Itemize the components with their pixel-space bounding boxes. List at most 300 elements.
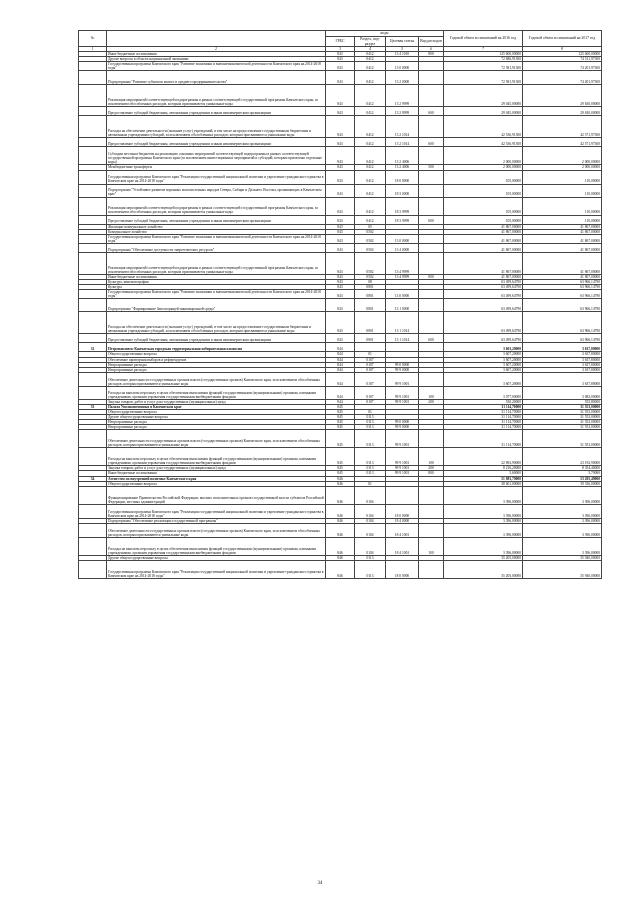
page-number: 34 bbox=[317, 881, 323, 886]
row-target: 99 9 1001 bbox=[386, 471, 419, 476]
row-target: 13 2 9999 bbox=[386, 107, 419, 116]
row-grbs: 843 bbox=[326, 224, 355, 229]
row-grbs: 846 bbox=[326, 476, 355, 481]
row-razdel: 01 bbox=[355, 409, 386, 414]
row-name: Палата Уполномоченных в Камчатском крае bbox=[107, 404, 326, 409]
row-target: 99 9 1001 bbox=[386, 430, 419, 448]
row-target: 99 0 0000 bbox=[386, 420, 419, 425]
row-name: Непрограммные расходы bbox=[107, 420, 326, 425]
row-name: Общегосударственные вопросы bbox=[107, 352, 326, 357]
row-target: 13 1 0000 bbox=[386, 299, 419, 312]
row-2016: 41 867,00000 bbox=[444, 243, 523, 252]
row-razdel: 01 bbox=[355, 481, 386, 486]
row-grbs: 846 bbox=[326, 518, 355, 523]
row-number bbox=[79, 107, 107, 116]
row-number bbox=[79, 243, 107, 252]
row-name: Подпрограмма "Развитие субъектов малого и среднего предпринимательства" bbox=[107, 71, 326, 85]
row-razdel: 0104 bbox=[355, 486, 386, 504]
row-2016: 3 607,20000 bbox=[444, 357, 523, 362]
row-name: Культура bbox=[107, 285, 326, 290]
row-2016: 63 499,64790 bbox=[444, 285, 523, 290]
row-2016: 41 867,00000 bbox=[444, 229, 523, 234]
row-2016: 63 499,64790 bbox=[444, 290, 523, 299]
row-2017: 31 553,00000 bbox=[523, 425, 602, 430]
row-target: 13 2 4006 bbox=[386, 147, 419, 165]
row-2016: 31 114,70000 bbox=[444, 415, 523, 420]
row-name: Реализация мероприятий соответствующей подпрограммы в рамках соответствующей государственной программы Камчатского края, за исключением обособленных расходов, которым присваиваются уникальные коды bbox=[107, 197, 326, 215]
row-target: 13 4 0000 bbox=[386, 243, 419, 252]
row-name: Обеспечение проведения выборов и референдумов bbox=[107, 357, 326, 362]
row-2016: 41 867,00000 bbox=[444, 234, 523, 243]
table-row bbox=[79, 312, 602, 334]
row-name: Закупка товаров, работ и услуг для государственных (муниципальных) нужд bbox=[107, 466, 326, 471]
row-name: Общегосударственные вопросы bbox=[107, 481, 326, 486]
row-name: Непрограммные расходы bbox=[107, 362, 326, 367]
row-2017: 3 637,80000 bbox=[523, 343, 602, 352]
table-row bbox=[79, 62, 602, 71]
row-vr: 600 bbox=[419, 334, 444, 343]
row-number bbox=[79, 234, 107, 243]
row-2017: 41 867,00000 bbox=[523, 224, 602, 229]
row-grbs: 846 bbox=[326, 523, 355, 537]
row-2016: 2 000,00000 bbox=[444, 147, 523, 165]
row-name: Обеспечение деятельности государственных органов власти (государственных органов) Камчатского края, за исключением обособленных расходов, которым присваиваются уникальные коды bbox=[107, 372, 326, 386]
row-number bbox=[79, 147, 107, 165]
row-razdel: 0412 bbox=[355, 184, 386, 197]
row-target: 13 0 0000 bbox=[386, 234, 419, 243]
row-vr bbox=[419, 430, 444, 448]
row-razdel: 0113 bbox=[355, 466, 386, 471]
row-number bbox=[79, 170, 107, 184]
row-vr bbox=[419, 299, 444, 312]
row-razdel: 0412 bbox=[355, 52, 386, 57]
row-vr bbox=[419, 197, 444, 215]
row-razdel: 0107 bbox=[355, 367, 386, 372]
row-razdel: 0113 bbox=[355, 555, 386, 560]
row-grbs: 843 bbox=[326, 116, 355, 138]
row-2017: 41 867,00000 bbox=[523, 234, 602, 243]
colnum: 4 bbox=[355, 47, 386, 52]
row-2017: 41 867,00000 bbox=[523, 274, 602, 279]
row-vr bbox=[419, 504, 444, 518]
row-2017: 23 192,90000 bbox=[523, 448, 602, 466]
row-2017: 3 637,80000 bbox=[523, 367, 602, 372]
table-row bbox=[79, 523, 602, 537]
table-body bbox=[79, 52, 602, 579]
row-grbs: 844 bbox=[326, 372, 355, 386]
row-2016: 72 686,91300 bbox=[444, 57, 523, 62]
row-2017: 41 867,00000 bbox=[523, 252, 602, 274]
row-razdel: 0107 bbox=[355, 386, 386, 399]
row-vr: 600 bbox=[419, 138, 444, 147]
row-number bbox=[79, 184, 107, 197]
row-2016: 3 396,00000 bbox=[444, 486, 523, 504]
row-grbs: 843 bbox=[326, 312, 355, 334]
row-2017: 3 396,00000 bbox=[523, 504, 602, 518]
row-grbs: 843 bbox=[326, 57, 355, 62]
row-target bbox=[386, 343, 419, 352]
row-razdel: 0412 bbox=[355, 116, 386, 138]
table-row bbox=[79, 537, 602, 555]
row-2016: 105,00000 bbox=[444, 215, 523, 224]
row-number bbox=[79, 312, 107, 334]
row-name: Петропавловск-Камчатская городская территориальная избирательная комиссия bbox=[107, 343, 326, 352]
row-name: Субсидии местным бюджетам на реализацию основных мероприятий соответствующей подпрограммы в рамках соответствующей государственной программы Камчатского края (за исключением инвестиционных мероприятий и субсидий, которым присвоены отдельные коды) bbox=[107, 147, 326, 165]
row-grbs: 845 bbox=[326, 448, 355, 466]
row-2017: 110,00000 bbox=[523, 170, 602, 184]
row-number bbox=[79, 215, 107, 224]
row-grbs: 844 bbox=[326, 343, 355, 352]
row-name: Иные бюджетные ассигнования bbox=[107, 274, 326, 279]
row-2017: 31 553,00000 bbox=[523, 415, 602, 420]
row-name: Расходы на обеспечение деятельности (оказание услуг) учреждений, в том числе на предоставление государственным бюджетным и автономным учреждениям субсидий, за исключением обособленных расходов, которым присваиваются уникальные коды bbox=[107, 116, 326, 138]
row-razdel: 0113 bbox=[355, 560, 386, 578]
row-vr: 100 bbox=[419, 448, 444, 466]
row-grbs: 843 bbox=[326, 165, 355, 170]
row-razdel: 0412 bbox=[355, 215, 386, 224]
table-row bbox=[79, 334, 602, 343]
row-number bbox=[79, 386, 107, 399]
row-2017: 3 637,80000 bbox=[523, 362, 602, 367]
row-grbs: 843 bbox=[326, 234, 355, 243]
row-target: 18 4 0000 bbox=[386, 518, 419, 523]
row-grbs: 843 bbox=[326, 252, 355, 274]
row-2017: 41 867,00000 bbox=[523, 243, 602, 252]
row-number bbox=[79, 537, 107, 555]
row-grbs: 846 bbox=[326, 486, 355, 504]
row-name: Подпрограмма "Формирование Завоспорящей инновационной среды" bbox=[107, 299, 326, 312]
row-number bbox=[79, 116, 107, 138]
row-razdel: 0107 bbox=[355, 372, 386, 386]
row-number bbox=[79, 372, 107, 386]
row-2016: 3 396,00000 bbox=[444, 537, 523, 555]
row-grbs: 844 bbox=[326, 367, 355, 372]
header-vr: Вид расходов bbox=[419, 37, 444, 47]
row-number bbox=[79, 448, 107, 466]
row-target: 13 2 4006 bbox=[386, 165, 419, 170]
row-name: Предоставление субсидий бюджетным, автономным учреждениям и иным некоммерческим организациям bbox=[107, 334, 326, 343]
row-razdel: 0107 bbox=[355, 399, 386, 404]
row-razdel: 0107 bbox=[355, 357, 386, 362]
row-2016: 3 607,20000 bbox=[444, 367, 523, 372]
row-2016: 31 114,70000 bbox=[444, 420, 523, 425]
row-name: Агентство по внутренней политике Камчатского края bbox=[107, 476, 326, 481]
row-target: 99 9 1001 bbox=[386, 466, 419, 471]
row-2017: 35 940,00000 bbox=[523, 560, 602, 578]
row-name: Общегосударственные вопросы bbox=[107, 409, 326, 414]
row-2016: 41 867,00000 bbox=[444, 274, 523, 279]
row-vr bbox=[419, 71, 444, 85]
row-2016: 3 607,20000 bbox=[444, 372, 523, 386]
row-name: Государственная программа Камчатского края "Реализация государственной национальной политики и укрепление гражданского единства в Камчатском крае на 2014-2018 годы" bbox=[107, 504, 326, 518]
row-razdel: 0502 bbox=[355, 252, 386, 274]
row-2016: 31 114,70000 bbox=[444, 404, 523, 409]
row-razdel: 0113 bbox=[355, 425, 386, 430]
row-grbs: 843 bbox=[326, 71, 355, 85]
row-vr bbox=[419, 170, 444, 184]
row-razdel: 01 bbox=[355, 352, 386, 357]
header-2016: Годовой объем ассигнований на 2016 год bbox=[444, 31, 523, 47]
row-2016: 31 114,70000 bbox=[444, 409, 523, 414]
row-name: Коммунальное хозяйство bbox=[107, 229, 326, 234]
row-target: 13 2 9999 bbox=[386, 85, 419, 107]
row-target: 18 4 1001 bbox=[386, 523, 419, 537]
row-target: 13 4 9999 bbox=[386, 252, 419, 274]
row-target: 13 2 0000 bbox=[386, 71, 419, 85]
colnum: 5 bbox=[386, 47, 419, 52]
row-2017: 5,70000 bbox=[523, 471, 602, 476]
row-vr bbox=[419, 343, 444, 352]
row-grbs: 843 bbox=[326, 197, 355, 215]
row-2017: 74 511,97300 bbox=[523, 57, 602, 62]
row-2017: 41 867,00000 bbox=[523, 229, 602, 234]
colnum: 2 bbox=[107, 47, 326, 52]
row-vr: 800 bbox=[419, 274, 444, 279]
row-razdel bbox=[355, 343, 386, 352]
row-2017: 3 396,00000 bbox=[523, 523, 602, 537]
row-razdel: 0502 bbox=[355, 274, 386, 279]
row-name: Иные бюджетные ассигнования bbox=[107, 52, 326, 57]
row-2016: 31 114,70000 bbox=[444, 430, 523, 448]
row-number bbox=[79, 71, 107, 85]
row-grbs: 843 bbox=[326, 290, 355, 299]
table-row bbox=[79, 448, 602, 466]
row-name: Другие вопросы в области национальной экономики bbox=[107, 57, 326, 62]
row-grbs: 846 bbox=[326, 560, 355, 578]
row-razdel: 0104 bbox=[355, 518, 386, 523]
row-2017: 63 966,14790 bbox=[523, 280, 602, 285]
row-name: Расходы на обеспечение деятельности (оказание услуг) учреждений, в том числе на предоставление государственным бюджетным и автономным учреждениям субсидий, за исключением обособленных расходов, которым присваиваются уникальные коды bbox=[107, 312, 326, 334]
row-target: 13 0 0000 bbox=[386, 62, 419, 71]
row-target: 99 9 1001 bbox=[386, 372, 419, 386]
row-2016: 105,00000 bbox=[444, 184, 523, 197]
row-vr bbox=[419, 252, 444, 274]
row-vr bbox=[419, 85, 444, 107]
table-row bbox=[79, 343, 602, 352]
row-2016: 125 600,00000 bbox=[444, 52, 523, 57]
row-razdel: 0412 bbox=[355, 197, 386, 215]
row-grbs: 844 bbox=[326, 357, 355, 362]
row-target: 13 4 9999 bbox=[386, 274, 419, 279]
row-number bbox=[79, 197, 107, 215]
table-row bbox=[79, 486, 602, 504]
row-vr bbox=[419, 312, 444, 334]
table-row bbox=[79, 138, 602, 147]
row-2016: 105,00000 bbox=[444, 197, 523, 215]
row-target: 99 9 0000 bbox=[386, 367, 419, 372]
row-2017: 53 205,49000 bbox=[523, 476, 602, 481]
row-razdel: 0113 bbox=[355, 448, 386, 466]
row-name: Подпрограмма "Обеспечение доступности энергетических ресурсов" bbox=[107, 243, 326, 252]
table-row bbox=[79, 107, 602, 116]
row-number: 33 bbox=[79, 404, 107, 409]
table-row bbox=[79, 215, 602, 224]
row-vr: 800 bbox=[419, 471, 444, 476]
row-name: Расходы на выплаты персоналу в целях обеспечения выполнения функций государственными (муниципальными) органами, казенными учреждениями, органами управления государственными внебюджетными фондами bbox=[107, 386, 326, 399]
row-name: Обеспечение деятельности государственных органов власти (государственных органов) Камчатского края, за исключением обособленных расходов, которым присваиваются уникальные коды bbox=[107, 430, 326, 448]
row-2017: 42 571,97300 bbox=[523, 138, 602, 147]
row-target: 99 9 0000 bbox=[386, 425, 419, 430]
header-razdel: Раздел, под-раздел bbox=[355, 37, 386, 47]
row-name: Расходы на выплаты персоналу в целях обеспечения выполнения функций государственными (муниципальными) органами, казенными учреждениями, органами управления государственными внебюджетными фондами bbox=[107, 448, 326, 466]
row-razdel: 0412 bbox=[355, 57, 386, 62]
row-razdel: 0412 bbox=[355, 138, 386, 147]
row-name: Государственная программа Камчатского края "Развитие экономики и внешнеэкономической деятельности Камчатского края на 2014-2018 годы" bbox=[107, 62, 326, 71]
row-razdel: 0113 bbox=[355, 415, 386, 420]
row-2017: 74 201,97300 bbox=[523, 62, 602, 71]
row-number bbox=[79, 290, 107, 299]
table-row bbox=[79, 560, 602, 578]
row-grbs: 843 bbox=[326, 280, 355, 285]
row-vr bbox=[419, 184, 444, 197]
row-vr: 600 bbox=[419, 107, 444, 116]
row-name: Жилищно-коммунальное хозяйство bbox=[107, 224, 326, 229]
table-row bbox=[79, 504, 602, 518]
row-2017: 3 637,80000 bbox=[523, 357, 602, 362]
row-vr bbox=[419, 523, 444, 537]
row-name: Иные бюджетные ассигнования bbox=[107, 471, 326, 476]
row-2016: 63 499,64790 bbox=[444, 334, 523, 343]
row-grbs: 843 bbox=[326, 274, 355, 279]
row-razdel: 0412 bbox=[355, 85, 386, 107]
row-name: Государственная программа Камчатского края "Реализация государственной национальной политики и укрепление гражданского единства в Камчатском крае на 2014-2018 годы" bbox=[107, 560, 326, 578]
row-2017: 2 000,00000 bbox=[523, 147, 602, 165]
table-row bbox=[79, 372, 602, 386]
row-target: 99 9 1001 bbox=[386, 399, 419, 404]
row-2016: 31 114,70000 bbox=[444, 425, 523, 430]
row-2016: 63 499,64790 bbox=[444, 299, 523, 312]
row-vr bbox=[419, 290, 444, 299]
row-vr bbox=[419, 147, 444, 165]
row-2016: 3 396,00000 bbox=[444, 504, 523, 518]
row-name: Межбюджетные трансферты bbox=[107, 165, 326, 170]
row-name: Культура, кинематография bbox=[107, 280, 326, 285]
row-razdel: 05 bbox=[355, 224, 386, 229]
row-razdel: 0107 bbox=[355, 362, 386, 367]
row-target bbox=[386, 486, 419, 504]
row-vr bbox=[419, 62, 444, 71]
row-name: Обеспечение деятельности государственных органов власти (государственных органов) Камчатского края, за исключением обособленных расходов, которым присваиваются уникальные коды bbox=[107, 523, 326, 537]
row-2017: 39 336,00000 bbox=[523, 481, 602, 486]
row-grbs: 845 bbox=[326, 425, 355, 430]
row-2017: 35 940,00000 bbox=[523, 555, 602, 560]
row-razdel: 0801 bbox=[355, 334, 386, 343]
row-target: 18 0 0000 bbox=[386, 504, 419, 518]
row-2016: 3 396,00000 bbox=[444, 523, 523, 537]
row-name: Расходы на выплаты персоналу в целях обеспечения выполнения функций государственными (муниципальными) органами, казенными учреждениями, органами управления государственными внебюджетными фондами bbox=[107, 537, 326, 555]
row-razdel: 0113 bbox=[355, 420, 386, 425]
row-number bbox=[79, 486, 107, 504]
header-name bbox=[107, 31, 326, 47]
row-2017: 3 396,00000 bbox=[523, 518, 602, 523]
table-row bbox=[79, 252, 602, 274]
row-name: Предоставление субсидий бюджетным, автономным учреждениям и иным некоммерческим организациям bbox=[107, 138, 326, 147]
row-number bbox=[79, 85, 107, 107]
row-2016: 2 000,00000 bbox=[444, 165, 523, 170]
row-number: 32 bbox=[79, 343, 107, 352]
row-number bbox=[79, 252, 107, 274]
row-grbs: 845 bbox=[326, 404, 355, 409]
row-grbs: 843 bbox=[326, 334, 355, 343]
table-row bbox=[79, 430, 602, 448]
table-row bbox=[79, 234, 602, 243]
row-vr bbox=[419, 486, 444, 504]
row-2016: 3 077,00000 bbox=[444, 386, 523, 399]
row-grbs: 844 bbox=[326, 386, 355, 399]
row-2016: 22 892,90000 bbox=[444, 448, 523, 466]
row-2016: 3 607,20000 bbox=[444, 352, 523, 357]
row-vr bbox=[419, 243, 444, 252]
row-razdel: 0412 bbox=[355, 165, 386, 170]
table-row bbox=[79, 197, 602, 215]
row-2016: 29 045,00000 bbox=[444, 107, 523, 116]
row-2017: 110,00000 bbox=[523, 215, 602, 224]
row-name: Государственная программа Камчатского края "Развитие экономики и внешнеэкономической деятельности Камчатского края на 2014-2018 годы" bbox=[107, 290, 326, 299]
row-grbs: 843 bbox=[326, 52, 355, 57]
table-row bbox=[79, 299, 602, 312]
row-name: Другие общегосударственные вопросы bbox=[107, 415, 326, 420]
row-2017: 31 553,00000 bbox=[523, 430, 602, 448]
row-target: 99 0 0000 bbox=[386, 362, 419, 367]
row-razdel: 0801 bbox=[355, 299, 386, 312]
table-row bbox=[79, 290, 602, 299]
row-grbs: 845 bbox=[326, 466, 355, 471]
row-2016: 63 499,64790 bbox=[444, 312, 523, 334]
row-vr: 100 bbox=[419, 537, 444, 555]
table-row bbox=[79, 116, 602, 138]
row-number bbox=[79, 560, 107, 578]
colnum: 7 bbox=[444, 47, 523, 52]
row-grbs: 844 bbox=[326, 352, 355, 357]
row-razdel: 0412 bbox=[355, 107, 386, 116]
row-name: Функционирование Правительства Российской Федерации, высших исполнительных органов государственной власти субъектов Российской Федерации, местных администраций bbox=[107, 486, 326, 504]
row-2016: 3 607,20000 bbox=[444, 362, 523, 367]
row-grbs: 845 bbox=[326, 420, 355, 425]
row-2017: 63 966,14790 bbox=[523, 285, 602, 290]
row-vr bbox=[419, 234, 444, 243]
table-row bbox=[79, 71, 602, 85]
row-target: 13 1 1014 bbox=[386, 312, 419, 334]
row-number bbox=[79, 138, 107, 147]
row-2016: 42 536,91300 bbox=[444, 116, 523, 138]
row-number bbox=[79, 504, 107, 518]
row-razdel: 0801 bbox=[355, 290, 386, 299]
row-razdel: 0412 bbox=[355, 71, 386, 85]
budget-sheet bbox=[78, 30, 601, 579]
row-2016: 29 045,00000 bbox=[444, 85, 523, 107]
row-grbs: 843 bbox=[326, 138, 355, 147]
row-razdel: 0801 bbox=[355, 312, 386, 334]
row-razdel: 0502 bbox=[355, 243, 386, 252]
row-2016: 41 867,00000 bbox=[444, 252, 523, 274]
header-grbs: ГРБС bbox=[326, 37, 355, 47]
row-number bbox=[79, 334, 107, 343]
row-number: 34 bbox=[79, 476, 107, 481]
row-vr: 800 bbox=[419, 52, 444, 57]
row-grbs: 843 bbox=[326, 170, 355, 184]
row-target: 18 0 0000 bbox=[386, 560, 419, 578]
row-2016: 72 581,91300 bbox=[444, 71, 523, 85]
row-2016: 530,20000 bbox=[444, 399, 523, 404]
row-grbs: 843 bbox=[326, 285, 355, 290]
row-target: 13 2 1014 bbox=[386, 138, 419, 147]
header-2017: Годовой объем ассигнований на 2017 год bbox=[523, 31, 602, 47]
row-razdel: 0412 bbox=[355, 147, 386, 165]
row-vr bbox=[419, 116, 444, 138]
row-2017: 31 553,00000 bbox=[523, 404, 602, 409]
row-number bbox=[79, 62, 107, 71]
row-2017: 3 396,00000 bbox=[523, 537, 602, 555]
